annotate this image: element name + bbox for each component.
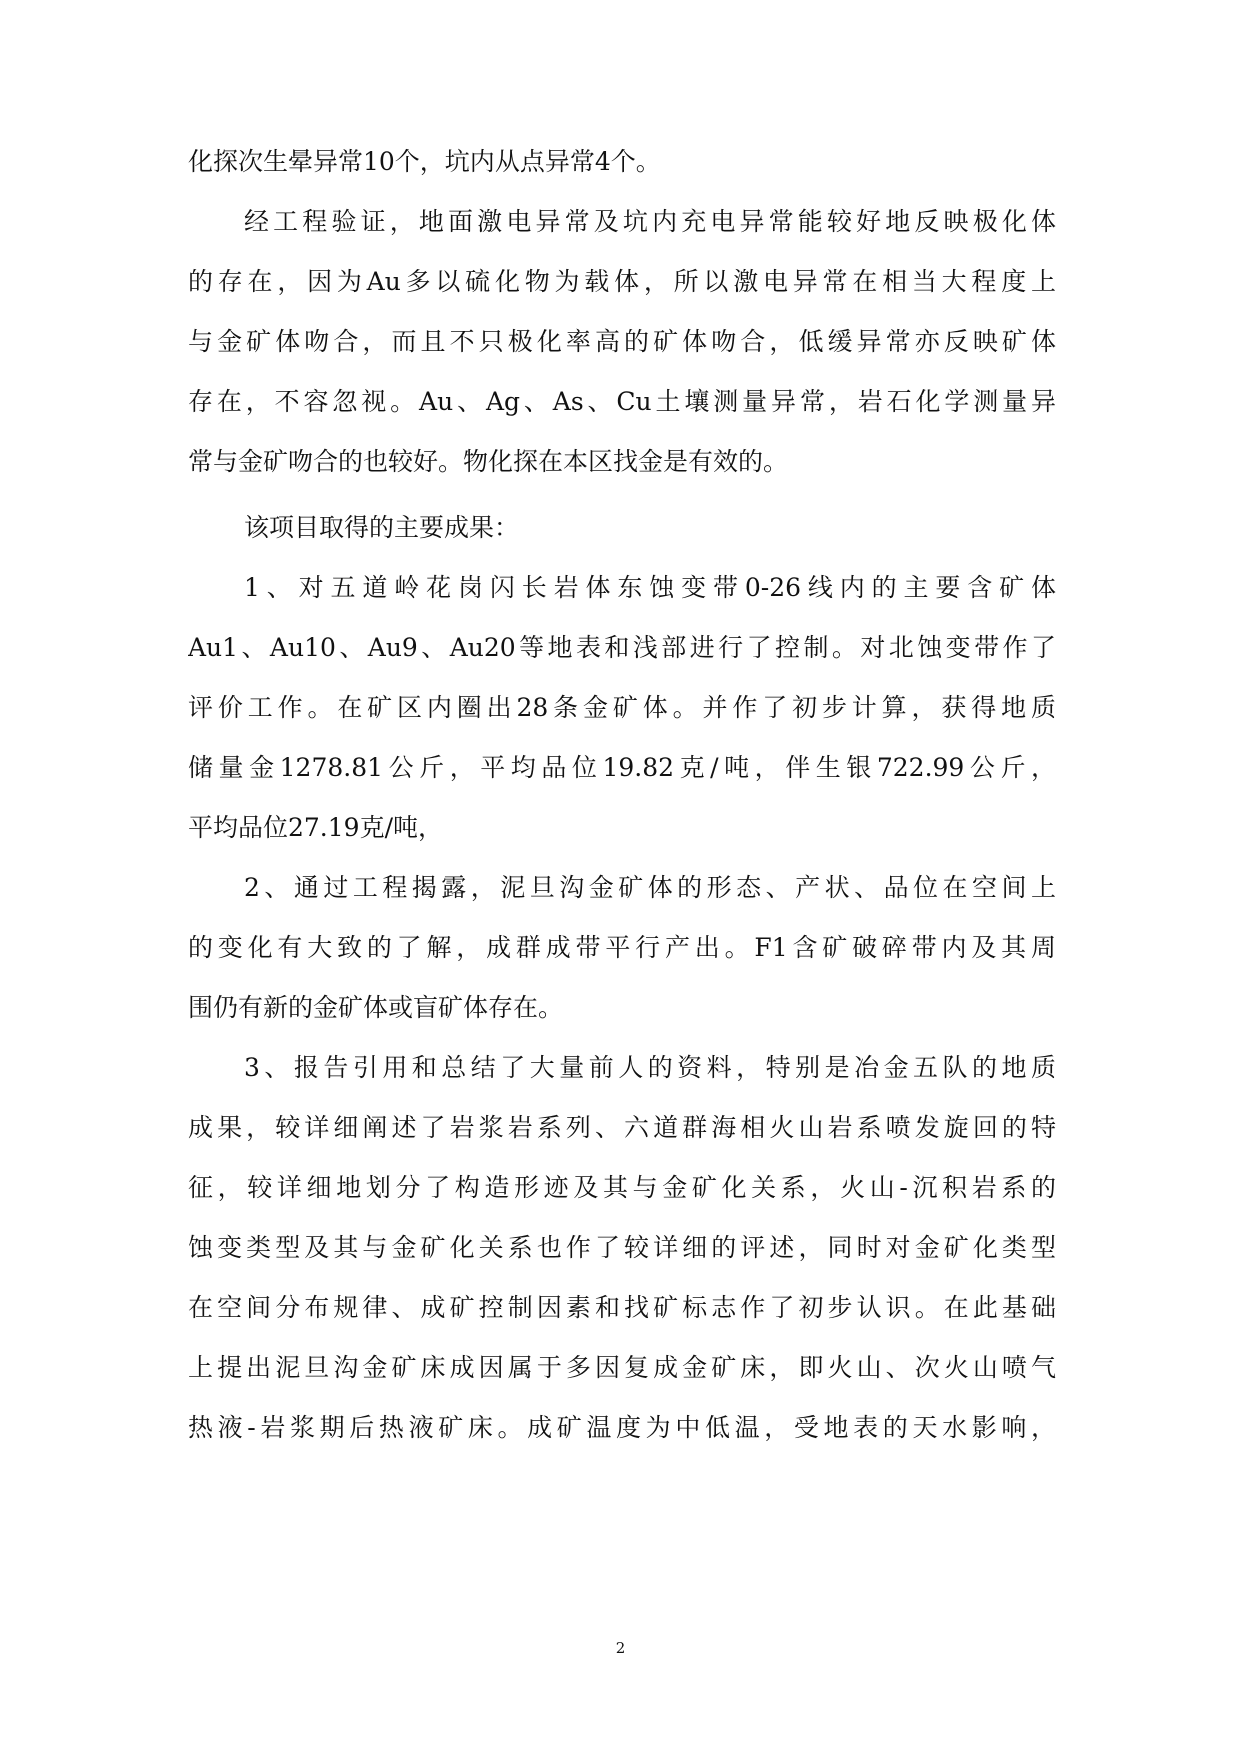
text-line: 上提出泥旦沟金矿床成因属于多因复成金矿床，即火山、次火山喷气 — [188, 1353, 1056, 1382]
text-line: 常与金矿吻合的也较好。物化探在本区找金是有效的。 — [188, 447, 789, 476]
text-line: 与金矿体吻合，而且不只极化率高的矿体吻合，低缓异常亦反映矿体 — [188, 327, 1056, 356]
text-line: 1、对五道岭花岗闪长岩体东蚀变带0-26线内的主要含矿体 — [244, 573, 1056, 602]
section-heading: 该项目取得的主要成果： — [244, 513, 520, 542]
text-line: Au1、Au10、Au9、Au20等地表和浅部进行了控制。对北蚀变带作了 — [188, 633, 1056, 662]
text-line: 的存在，因为Au多以硫化物为载体，所以激电异常在相当大程度上 — [188, 267, 1056, 296]
text-line: 经工程验证，地面激电异常及坑内充电异常能较好地反映极化体 — [244, 207, 1056, 236]
text-line: 化探次生晕异常10个，坑内从点异常4个。 — [188, 147, 661, 176]
text-line: 3、报告引用和总结了大量前人的资料，特别是冶金五队的地质 — [244, 1053, 1056, 1082]
page-number: 2 — [615, 1639, 626, 1657]
text-line: 蚀变类型及其与金矿化关系也作了较详细的评述，同时对金矿化类型 — [188, 1233, 1056, 1262]
text-line: 征，较详细地划分了构造形迹及其与金矿化关系，火山-沉积岩系的 — [188, 1173, 1056, 1202]
text-line: 评价工作。在矿区内圈出28条金矿体。并作了初步计算，获得地质 — [188, 693, 1056, 722]
text-line: 成果，较详细阐述了岩浆岩系列、六道群海相火山岩系喷发旋回的特 — [188, 1113, 1056, 1142]
text-line: 的变化有大致的了解，成群成带平行产出。F1含矿破碎带内及其周 — [188, 933, 1056, 962]
text-line: 热液-岩浆期后热液矿床。成矿温度为中低温，受地表的天水影响， — [188, 1413, 1056, 1442]
text-line: 平均品位27.19克/吨， — [188, 813, 443, 842]
text-line: 2、通过工程揭露，泥旦沟金矿体的形态、产状、品位在空间上 — [244, 873, 1056, 902]
text-line: 存在，不容忽视。Au、Ag、As、Cu土壤测量异常，岩石化学测量异 — [188, 387, 1056, 416]
text-line: 围仍有新的金矿体或盲矿体存在。 — [188, 993, 564, 1022]
text-line: 在空间分布规律、成矿控制因素和找矿标志作了初步认识。在此基础 — [188, 1293, 1056, 1322]
text-line: 储量金1278.81公斤，平均品位19.82克/吨，伴生银722.99公斤， — [188, 753, 1056, 782]
